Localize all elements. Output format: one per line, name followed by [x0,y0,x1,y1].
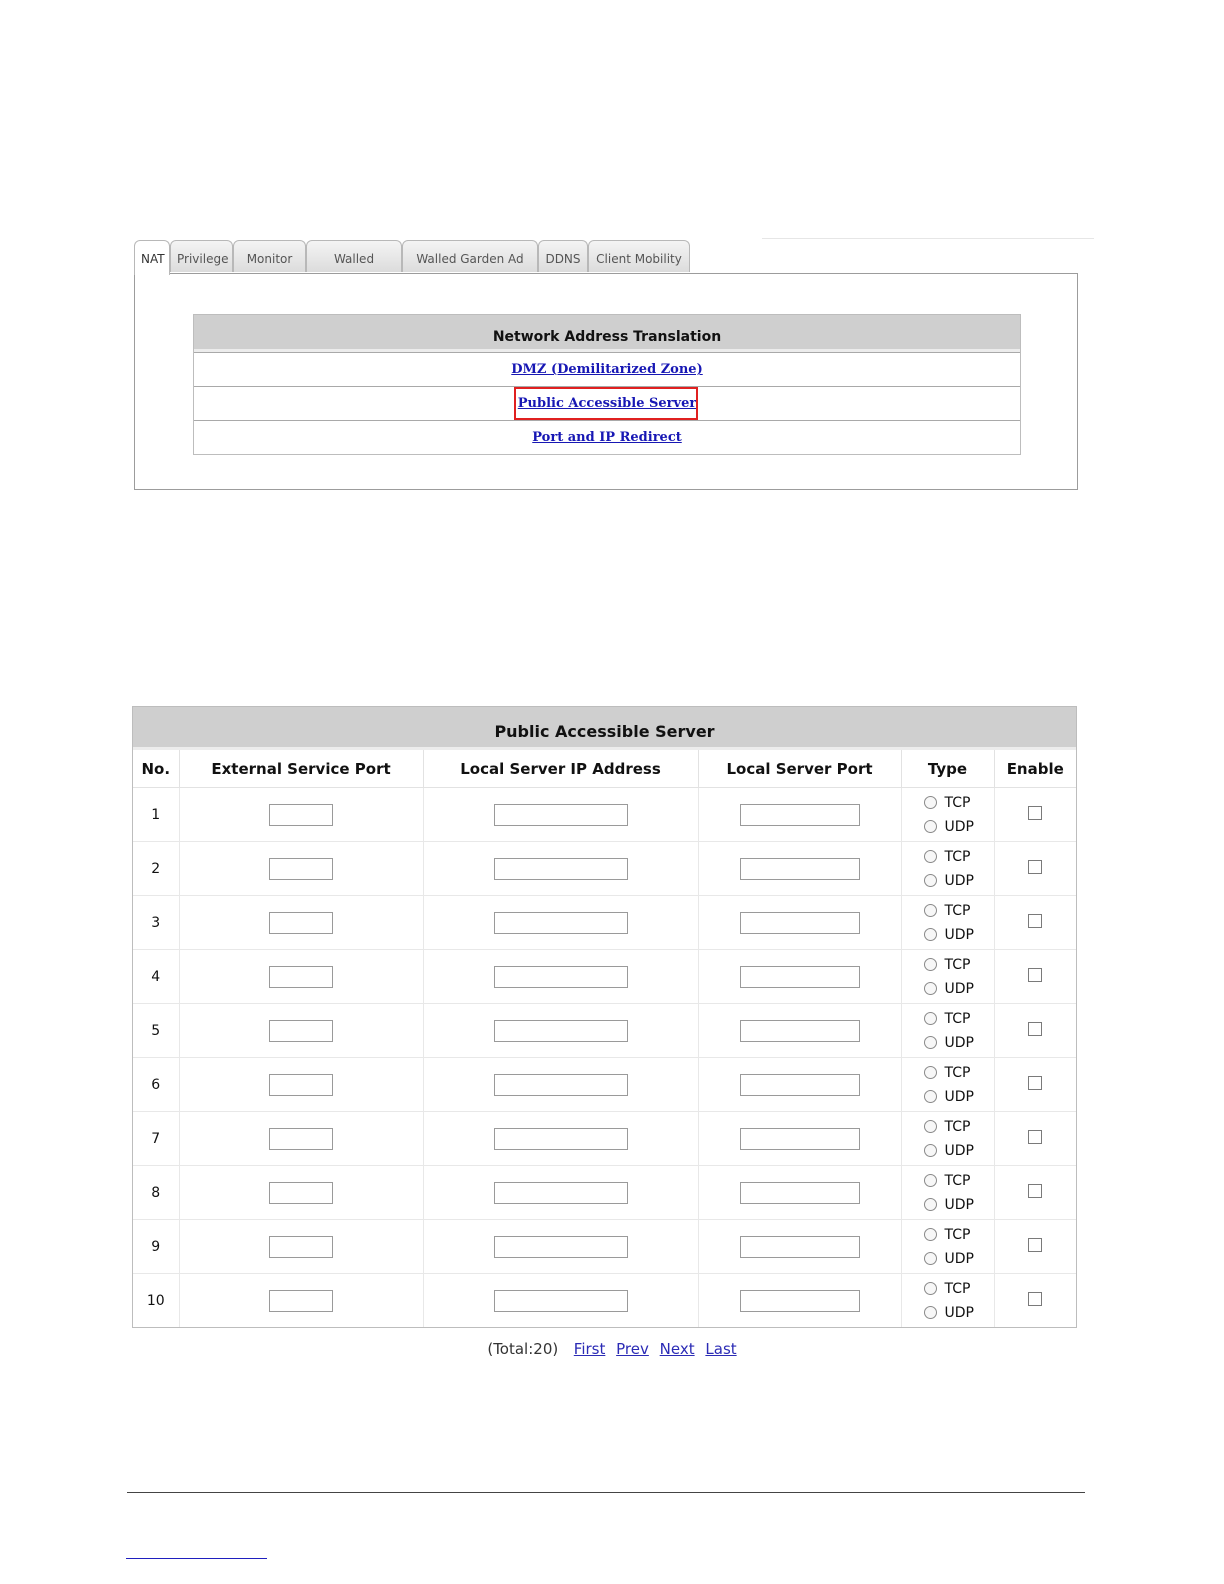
tcp-label: TCP [944,1064,971,1081]
row-number-label: 6 [151,1076,161,1093]
type-udp-option[interactable] [924,1247,994,1271]
pas-grid [133,750,1076,1327]
local-server-ip-input[interactable] [494,912,628,934]
type-tcp-option[interactable] [924,953,994,977]
local-port-cell [698,1112,901,1166]
tcp-radio[interactable] [924,904,937,917]
tcp-radio[interactable] [924,1282,937,1295]
tcp-radio[interactable] [924,1228,937,1241]
local-server-ip-input[interactable] [494,1074,628,1096]
local-server-ip-input[interactable] [494,1128,628,1150]
external-service-port-input[interactable] [269,966,333,988]
external-port-cell [179,1004,423,1058]
local-server-port-input[interactable] [740,1236,860,1258]
enable-checkbox[interactable] [1028,1184,1042,1198]
local-port-cell [698,896,901,950]
pas-table-title: Public Accessible Server [133,707,1076,750]
udp-label: UDP [944,1196,974,1213]
local-server-port-input[interactable] [740,1074,860,1096]
footer-divider [127,1492,1085,1493]
type-cell [901,1166,994,1220]
type-tcp-option[interactable] [924,1007,994,1031]
prev-page-link[interactable]: Prev [616,1340,649,1358]
port-and-ip-redirect-link[interactable]: Port and IP Redirect [532,430,682,445]
enable-cell [994,950,1076,1004]
column-header: No. [133,750,179,788]
table-row [133,1004,1076,1058]
column-header: Type [901,750,994,788]
tab-walled-garden[interactable]: Walled [306,240,402,272]
local-server-port-input[interactable] [740,1182,860,1204]
row-number-label: 2 [151,860,161,877]
local-port-cell [698,842,901,896]
tab-monitor-ip[interactable]: Monitor [233,240,306,272]
nat-row-port-ip-redirect [194,420,1020,454]
udp-radio[interactable] [924,1090,937,1103]
type-tcp-option[interactable] [924,1061,994,1085]
external-service-port-input[interactable] [269,1074,333,1096]
enable-checkbox[interactable] [1028,914,1042,928]
udp-label: UDP [944,818,974,835]
row-number-label: 7 [151,1130,161,1147]
local-ip-cell [423,842,698,896]
tcp-radio[interactable] [924,1120,937,1133]
tcp-radio[interactable] [924,1066,937,1079]
column-header: Local Server IP Address [423,750,698,788]
local-server-port-input[interactable] [740,1290,860,1312]
tab-privilege[interactable]: Privilege [170,240,233,272]
next-page-link[interactable]: Next [659,1340,695,1358]
tab-bar-rule [762,238,1094,239]
tab-ddns[interactable]: DDNS [538,240,588,272]
row-number-label: 5 [151,1022,161,1039]
type-cell [901,1274,994,1328]
local-port-cell [698,1058,901,1112]
column-header: External Service Port [179,750,423,788]
udp-radio[interactable] [924,1036,937,1049]
udp-label: UDP [944,1088,974,1105]
local-ip-cell [423,1220,698,1274]
pas-rows [133,788,1076,1328]
tcp-label: TCP [944,1226,971,1243]
table-row [133,1058,1076,1112]
udp-radio[interactable] [924,1198,937,1211]
tab-bar [134,238,1094,274]
udp-label: UDP [944,1250,974,1267]
tcp-radio[interactable] [924,1174,937,1187]
external-port-cell [179,1058,423,1112]
udp-label: UDP [944,980,974,997]
type-udp-option[interactable] [924,1139,994,1163]
local-ip-cell [423,1112,698,1166]
tcp-radio[interactable] [924,958,937,971]
local-port-cell [698,1166,901,1220]
external-port-cell [179,1220,423,1274]
type-cell [901,1058,994,1112]
udp-radio[interactable] [924,1306,937,1319]
type-udp-option[interactable] [924,1085,994,1109]
external-service-port-input[interactable] [269,1182,333,1204]
table-row [133,896,1076,950]
pagination [0,1340,1224,1358]
table-row [133,842,1076,896]
local-port-cell [698,1220,901,1274]
external-port-cell [179,1166,423,1220]
external-port-cell [179,896,423,950]
type-tcp-option[interactable] [924,1223,994,1247]
external-service-port-input[interactable] [269,1020,333,1042]
tcp-label: TCP [944,1280,971,1297]
type-udp-option[interactable] [924,869,994,893]
udp-radio[interactable] [924,982,937,995]
public-accessible-server-table [132,706,1077,1328]
enable-cell [994,896,1076,950]
udp-radio[interactable] [924,820,937,833]
type-cell [901,1220,994,1274]
enable-checkbox[interactable] [1028,1238,1042,1252]
type-cell [901,896,994,950]
local-server-ip-input[interactable] [494,1020,628,1042]
type-tcp-option[interactable] [924,899,994,923]
tcp-label: TCP [944,1118,971,1135]
local-ip-cell [423,1004,698,1058]
external-service-port-input[interactable] [269,1290,333,1312]
local-ip-cell [423,1274,698,1328]
local-server-ip-input[interactable] [494,1290,628,1312]
local-port-cell [698,1004,901,1058]
type-udp-option[interactable] [924,1031,994,1055]
udp-label: UDP [944,1034,974,1051]
local-server-ip-input[interactable] [494,966,628,988]
local-port-cell [698,1274,901,1328]
type-tcp-option[interactable] [924,1169,994,1193]
row-number-label: 8 [151,1184,161,1201]
local-ip-cell [423,788,698,842]
column-header: Local Server Port [698,750,901,788]
local-ip-cell [423,896,698,950]
type-cell [901,1112,994,1166]
local-server-port-input[interactable] [740,804,860,826]
table-row [133,1274,1076,1328]
enable-cell [994,1220,1076,1274]
row-number-label: 4 [151,968,161,985]
enable-cell [994,788,1076,842]
local-port-cell [698,950,901,1004]
nat-row-public-accessible-server [194,386,1020,420]
enable-cell [994,1004,1076,1058]
type-tcp-option[interactable] [924,1115,994,1139]
tcp-label: TCP [944,956,971,973]
external-service-port-input[interactable] [269,804,333,826]
nat-menu-table [193,314,1021,455]
row-number [133,788,179,842]
udp-radio[interactable] [924,1252,937,1265]
type-tcp-option[interactable] [924,791,994,815]
external-service-port-input[interactable] [269,1128,333,1150]
type-udp-option[interactable] [924,1193,994,1217]
tab-nat[interactable]: NAT [134,240,170,275]
enable-cell [994,1166,1076,1220]
enable-checkbox[interactable] [1028,806,1042,820]
enable-checkbox[interactable] [1028,1292,1042,1306]
external-port-cell [179,1274,423,1328]
column-header: Enable [994,750,1076,788]
type-tcp-option[interactable] [924,845,994,869]
tcp-label: TCP [944,1172,971,1189]
tab-walled-garden-ad-list[interactable]: Walled Garden Ad [402,240,538,272]
enable-checkbox[interactable] [1028,1022,1042,1036]
tab-client-mobility[interactable]: Client Mobility [588,240,690,272]
local-server-port-input[interactable] [740,966,860,988]
local-server-port-input[interactable] [740,1020,860,1042]
local-server-ip-input[interactable] [494,1236,628,1258]
row-number [133,1166,179,1220]
udp-label: UDP [944,1142,974,1159]
dmz-link[interactable]: DMZ (Demilitarized Zone) [511,362,703,377]
first-page-link[interactable]: First [573,1340,606,1358]
type-cell [901,842,994,896]
tcp-label: TCP [944,794,971,811]
type-udp-option[interactable] [924,977,994,1001]
type-cell [901,788,994,842]
row-number-label: 9 [151,1238,161,1255]
local-port-cell [698,788,901,842]
row-number [133,1274,179,1328]
table-row [133,1166,1076,1220]
udp-label: UDP [944,1304,974,1321]
udp-label: UDP [944,872,974,889]
table-row [133,950,1076,1004]
row-number-label: 10 [146,1292,165,1309]
total-count: (Total:20) [487,1340,559,1358]
tcp-label: TCP [944,902,971,919]
local-ip-cell [423,1058,698,1112]
tcp-label: TCP [944,848,971,865]
table-row [133,1112,1076,1166]
udp-radio[interactable] [924,874,937,887]
enable-cell [994,1058,1076,1112]
row-number [133,1058,179,1112]
udp-label: UDP [944,926,974,943]
enable-cell [994,1112,1076,1166]
type-cell [901,1004,994,1058]
enable-checkbox[interactable] [1028,1076,1042,1090]
nat-row-dmz [194,352,1020,386]
enable-checkbox[interactable] [1028,860,1042,874]
row-number [133,842,179,896]
local-server-port-input[interactable] [740,1128,860,1150]
type-udp-option[interactable] [924,923,994,947]
tcp-radio[interactable] [924,796,937,809]
local-server-port-input[interactable] [740,912,860,934]
external-port-cell [179,1112,423,1166]
tcp-label: TCP [944,1010,971,1027]
row-number [133,896,179,950]
public-accessible-server-link[interactable]: Public Accessible Server [517,396,697,411]
local-server-ip-input[interactable] [494,804,628,826]
table-row [133,1220,1076,1274]
type-tcp-option[interactable] [924,1277,994,1301]
udp-radio[interactable] [924,1144,937,1157]
enable-checkbox[interactable] [1028,968,1042,982]
external-service-port-input[interactable] [269,1236,333,1258]
local-ip-cell [423,950,698,1004]
tcp-radio[interactable] [924,850,937,863]
row-number [133,950,179,1004]
row-number [133,1112,179,1166]
table-row [133,788,1076,842]
external-port-cell [179,950,423,1004]
type-cell [901,950,994,1004]
external-port-cell [179,788,423,842]
row-number [133,1004,179,1058]
type-udp-option[interactable] [924,1301,994,1325]
external-service-port-input[interactable] [269,912,333,934]
nat-table-title: Network Address Translation [194,315,1020,352]
enable-checkbox[interactable] [1028,1130,1042,1144]
highlight-box [514,387,698,420]
enable-cell [994,1274,1076,1328]
local-server-ip-input[interactable] [494,1182,628,1204]
row-number-label: 3 [151,914,161,931]
footer-link-underline [126,1558,267,1559]
local-server-ip-input[interactable] [494,858,628,880]
local-ip-cell [423,1166,698,1220]
external-port-cell [179,842,423,896]
row-number-label: 1 [151,806,161,823]
last-page-link[interactable]: Last [705,1340,737,1358]
nat-panel [134,273,1078,490]
type-udp-option[interactable] [924,815,994,839]
local-server-port-input[interactable] [740,858,860,880]
enable-cell [994,842,1076,896]
external-service-port-input[interactable] [269,858,333,880]
tcp-radio[interactable] [924,1012,937,1025]
udp-radio[interactable] [924,928,937,941]
row-number [133,1220,179,1274]
